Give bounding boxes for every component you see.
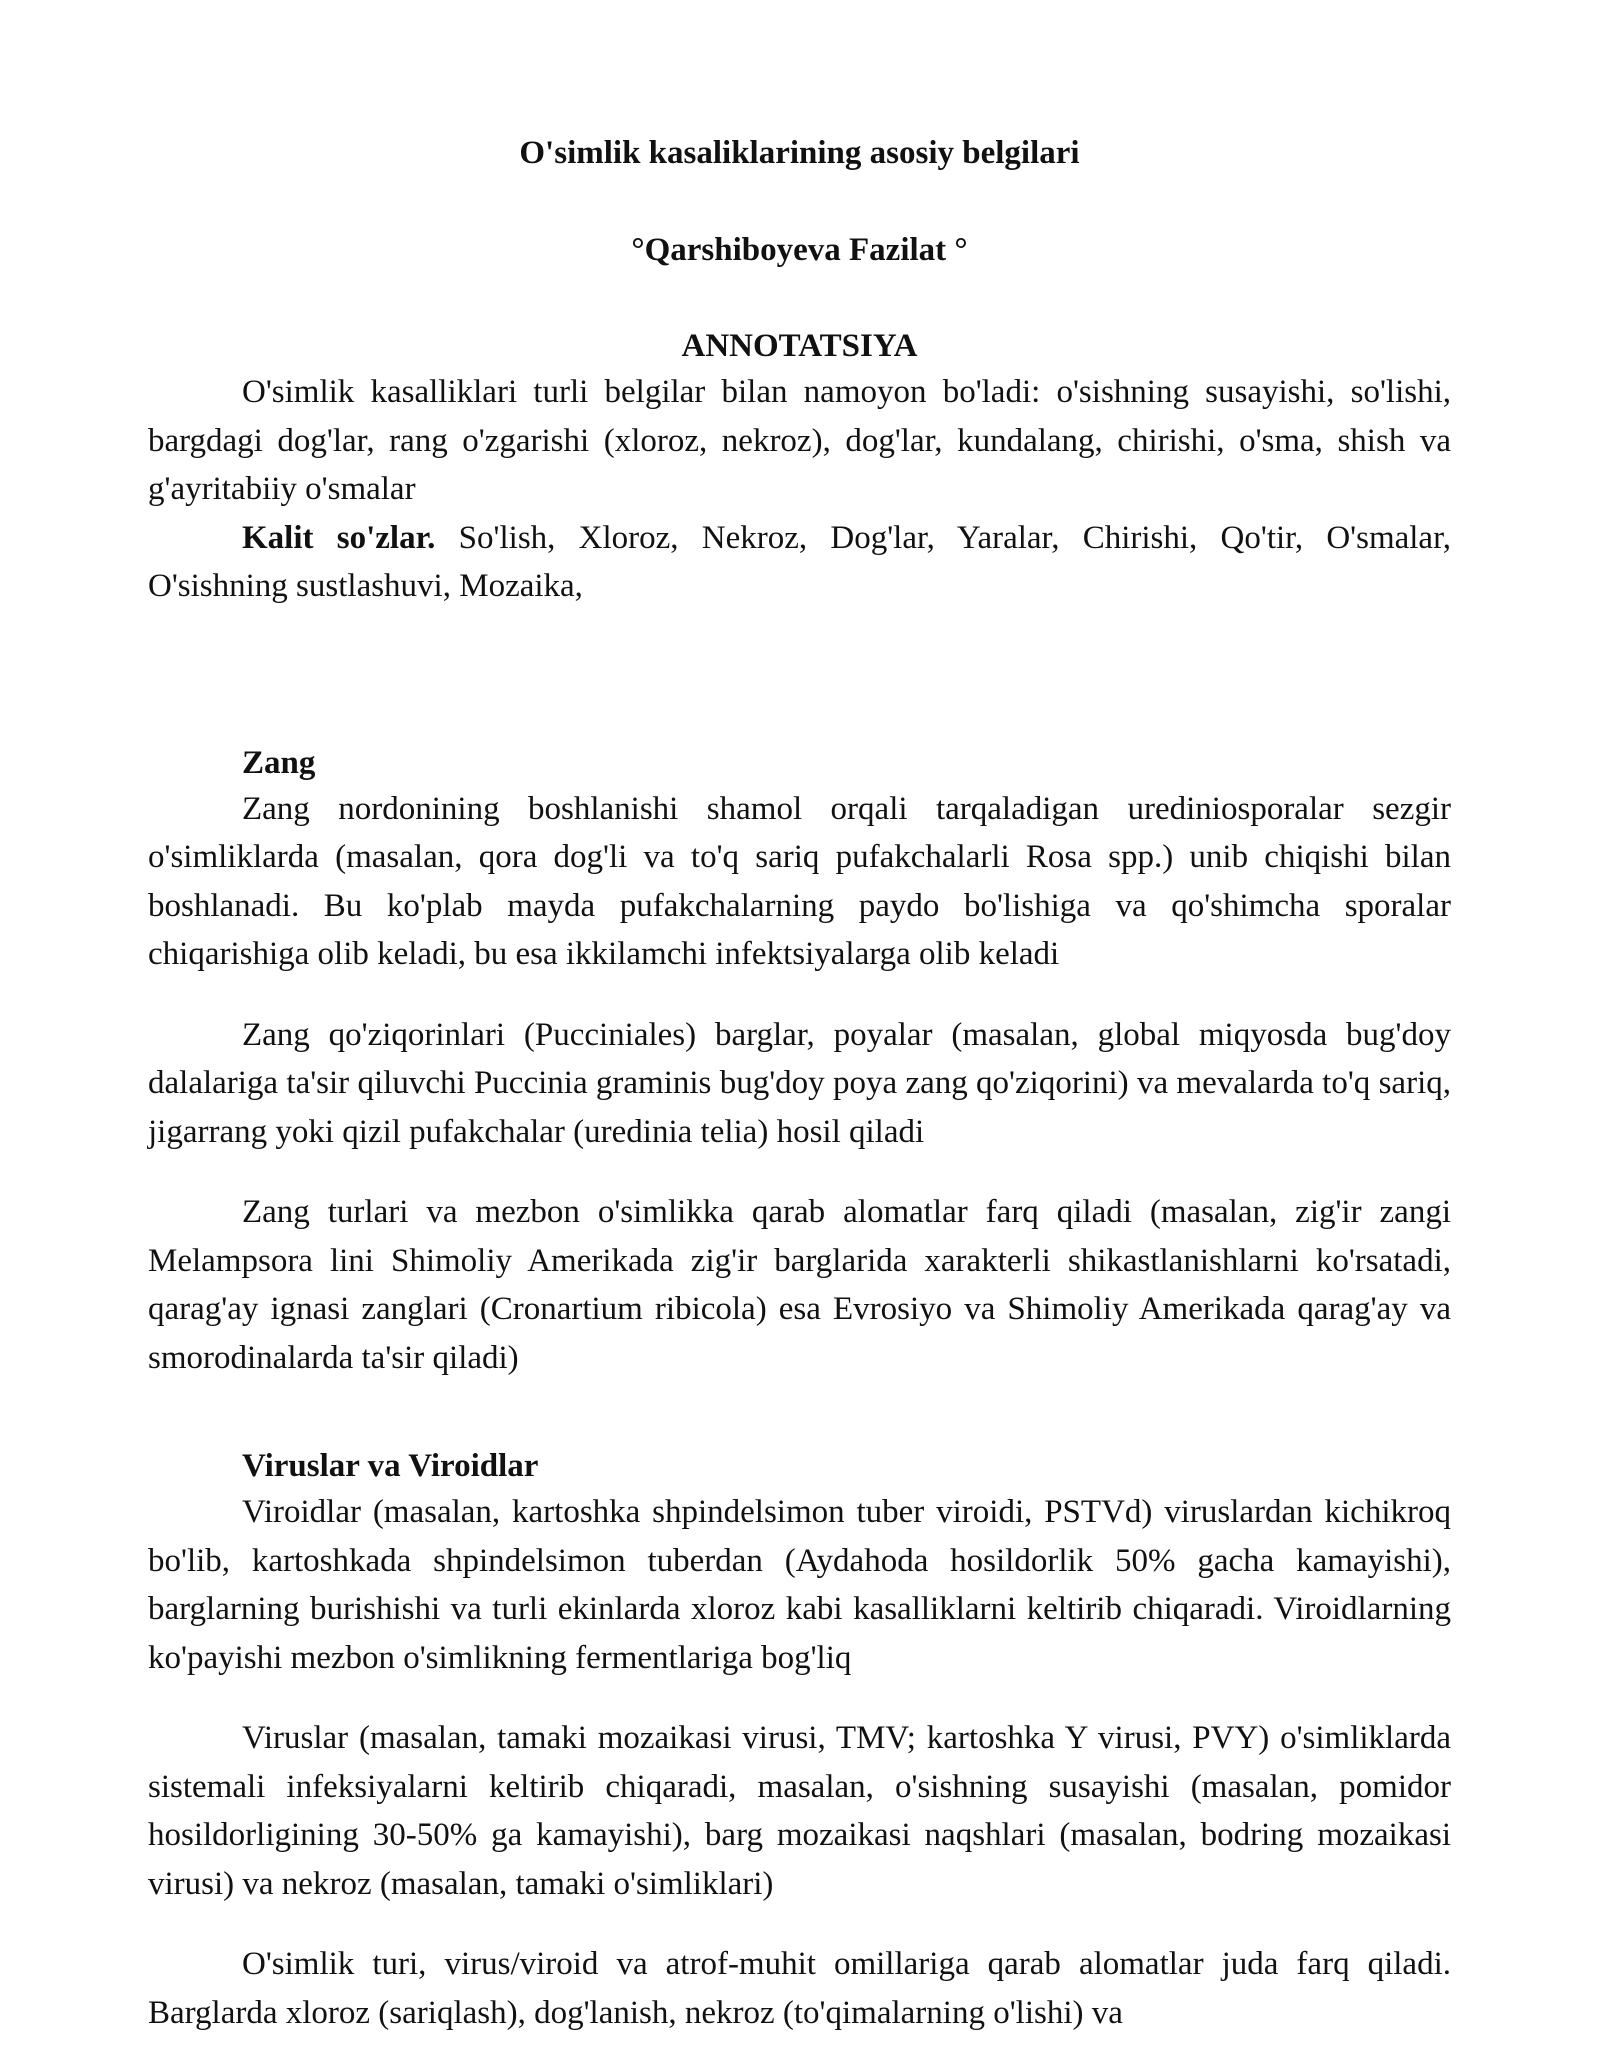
paragraph: Viroidlar (masalan, kartoshka shpindelsimon tuber viroidi, PSTVd) viruslardan kichikroq bo'lib, kartoshkada shpindelsimon tuberdan (Aydahoda hosildorlik 50% gacha kamayishi), barglarning burishishi va turli ekinlarda xloroz kabi kasalliklarni keltirib chiqaradi. Viroidlarning ko'payishi mezbon o'simlikning fermentlariga bog'liq [148,1494,1451,1676]
document-page [148,128,1451,2037]
section-heading-zang: Zang [242,744,316,781]
annotation-text: O'simlik kasalliklari turli belgilar bilan namoyon bo'ladi: o'sishning susayishi, so'lishi, bargdagi dog'lar, rang o'zgarishi (xloroz, nekroz), dog'lar, kundalang, chirishi, o'sma, shish va g'ayritabiiy o'smalar [148,374,1451,507]
keywords-label: Kalit so'zlar. [242,519,436,556]
annotation-heading: ANNOTATSIYA [681,328,918,364]
paragraph: Viruslar (masalan, tamaki mozaikasi virusi, TMV; kartoshka Y virusi, PVY) o'simliklarda sistemali infeksiyalarni keltirib chiqaradi, masalan, o'sishning susayishi (masalan, pomidor hosildorligining 30-50% ga kamayishi), barg mozaikasi naqshlari (masalan, bodring mozaikasi virusi) va nekroz (masalan, tamaki o'simliklari) [148,1720,1451,1902]
paragraph: Zang turlari va mezbon o'simlikka qarab alomatlar farq qiladi (masalan, zig'ir zangi Melampsora lini Shimoliy Amerikada zig'ir barglarida xarakterli shikastlanishlarni ko'rsatadi, qarag'ay ignasi zanglari (Cronartium ribicola) esa Evrosiyo va Shimoliy Amerikada qarag'ay va smorodinalarda ta'sir qiladi) [148,1194,1451,1376]
paragraph: Zang nordonining boshlanishi shamol orqali tarqaladigan urediniosporalar sezgir o'simliklarda (masalan, qora dog'li va to'q sariq pufakchalarli Rosa spp.) unib chiqishi bilan boshlanadi. Bu ko'plab mayda pufakchalarning paydo bo'lishiga va qo'shimcha sporalar chiqarishiga olib keladi, bu esa ikkilamchi infektsiyalarga olib keladi [148,790,1451,972]
keywords-list: So'lish, Xloroz, Nekroz, Dog'lar, Yaralar, Chirishi, Qo'tir, O'smalar, O'sishning sustlashuvi, Mozaika, [148,519,1451,604]
author-line: °Qarshiboyeva Fazilat ° [631,232,968,268]
document-title: O'simlik kasaliklarining asosiy belgilari [519,135,1080,171]
paragraph: O'simlik turi, virus/viroid va atrof-muhit omillariga qarab alomatlar juda farq qiladi. Barglarda xloroz (sariqlash), dog'lanish, nekroz (to'qimalarning o'lishi) va [148,1946,1451,2031]
paragraph: Zang qo'ziqorinlari (Pucciniales) barglar, poyalar (masalan, global miqyosda bug'doy dalalariga ta'sir qiluvchi Puccinia graminis bug'doy poya zang qo'ziqorini) va mevalarda to'q sariq, jigarrang yoki qizil pufakchalar (uredinia telia) hosil qiladi [148,1016,1451,1150]
keywords-line [148,514,1451,611]
section-heading-viruses: Viruslar va Viroidlar [242,1448,539,1484]
